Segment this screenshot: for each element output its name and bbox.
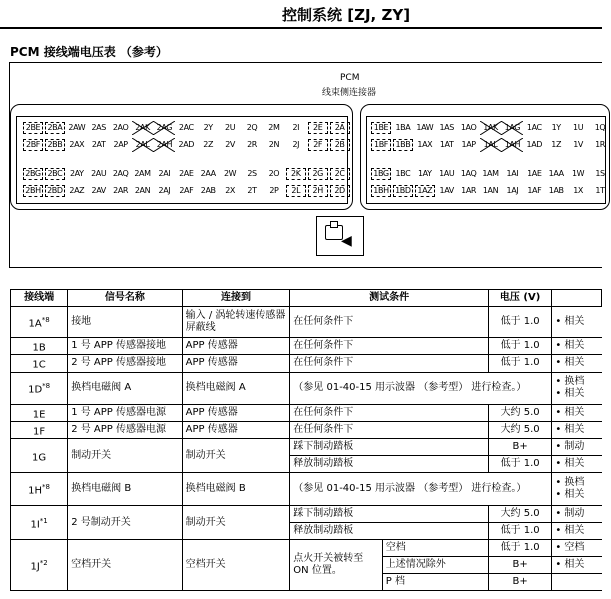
note-cell: • 相关	[552, 404, 602, 421]
left-connector-pin: 2BG	[22, 167, 44, 181]
right-connector-pin: 1AT	[439, 140, 454, 149]
connector-caption-pcm: PCM	[340, 73, 360, 83]
left-connector-pin: 2W	[223, 169, 237, 178]
right-connector-pin: 1W	[571, 169, 585, 178]
right-connector-pin: 1Y	[551, 123, 561, 132]
header-rule	[0, 27, 602, 29]
condition-cell: 在任何条件下	[290, 307, 489, 338]
condition-cell: 在任何条件下	[290, 421, 489, 438]
right-connector-pin: 1AX	[417, 140, 433, 149]
left-connector-pin: 2BH	[22, 184, 44, 198]
right-connector-pin: 1BE	[370, 121, 392, 135]
right-connector-pin: 1AJ	[506, 186, 519, 195]
right-connector-pin: 1V	[573, 140, 583, 149]
right-connector-pin: 1AL	[480, 138, 502, 152]
signal-cell: 换档电磁阀 B	[68, 473, 182, 506]
connect-cell: 输入 / 涡轮转速传感器屏蔽线	[182, 307, 290, 338]
connect-cell: 换档电磁阀 B	[182, 473, 290, 506]
note-cell: • 制动	[552, 439, 602, 456]
left-connector-pin: 2Q	[246, 123, 258, 132]
section-title: PCM 接线端电压表 （参考）	[10, 45, 168, 59]
condition-cell: 在任何条件下	[290, 404, 489, 421]
left-connector-pin: 2AP	[113, 140, 128, 149]
table-row	[11, 421, 602, 438]
connect-cell: 制动开关	[182, 506, 290, 540]
note-cell: • 换档 • 相关	[552, 473, 602, 506]
right-connector-pin: 1AQ	[460, 169, 477, 178]
table-row	[11, 338, 602, 355]
terminal-cell: 1E	[11, 404, 68, 421]
table-row	[11, 540, 602, 557]
voltage-cell: B+	[488, 574, 552, 591]
terminal-cell: $1A^{*8}$	[11, 307, 68, 338]
right-connector-pin: 1AE	[527, 169, 542, 178]
signal-cell: 1 号 APP 传感器电源	[68, 404, 182, 421]
left-connector-pin: 2AN	[134, 186, 151, 195]
left-connector-pin: 2AW	[68, 123, 86, 132]
left-connector-pin: 2AI	[158, 169, 171, 178]
terminal-cell: 1G	[11, 439, 68, 473]
condition-cell: （参见 01-40-15 用示波器 （参考型） 进行检查。）	[290, 473, 552, 506]
left-connector-pin: 2N	[268, 140, 280, 149]
signal-cell: 2 号制动开关	[68, 506, 182, 540]
left-connector-pin: 2BF	[22, 138, 44, 152]
voltage-cell: 低于 1.0	[488, 307, 552, 338]
connect-cell: 换档电磁阀 A	[182, 372, 290, 404]
right-connector-pin: 1X	[573, 186, 583, 195]
left-connector-pin: 2AH	[153, 138, 175, 152]
left-connector-pin: 2AR	[113, 186, 129, 195]
voltage-cell: 低于 1.0	[488, 456, 552, 473]
signal-cell: 接地	[68, 307, 182, 338]
left-connector-pin: 2AD	[178, 140, 195, 149]
table-row	[11, 506, 602, 523]
header-voltage: 电压 (V)	[488, 290, 552, 307]
left-connector-pin: 2AS	[91, 123, 106, 132]
left-connector-pin: 2AJ	[158, 186, 171, 195]
left-connector-pin: 2BB	[44, 138, 66, 152]
condition-cell: 踩下制动踏板	[290, 439, 489, 456]
header-condition: 测试条件	[290, 290, 489, 307]
left-connector-pin: 2AA	[200, 169, 216, 178]
table-row	[11, 439, 602, 456]
signal-cell: 换档电磁阀 A	[68, 372, 182, 404]
left-connector-pin: 2G	[307, 167, 329, 181]
note-cell: • 相关	[552, 456, 602, 473]
left-connector-pin: 2S	[247, 169, 257, 178]
right-connector-pin: 1AR	[461, 186, 477, 195]
left-connector-pin: 2K	[285, 167, 307, 181]
left-connector-pin: 2AQ	[112, 169, 129, 178]
right-connector-pin: 1T	[595, 186, 605, 195]
right-connector-pin: 1AF	[527, 186, 542, 195]
left-connector-pin: 2AG	[153, 121, 175, 135]
sub-condition: 上述情况除外	[382, 557, 488, 574]
table-header-row	[11, 290, 602, 307]
note-cell: • 空档	[552, 540, 602, 557]
left-connector-pin: 2AB	[200, 186, 216, 195]
right-connector-pin: 1AG	[501, 121, 523, 135]
left-connector-pin: 2BC	[44, 167, 66, 181]
right-connector-pin: 1AD	[526, 140, 543, 149]
right-connector-pin: 1AB	[548, 186, 564, 195]
right-connector-pin: 1BD	[392, 184, 414, 198]
table-row	[11, 307, 602, 338]
sub-condition: P 档	[385, 576, 406, 588]
condition-cell: 在任何条件下	[290, 338, 489, 355]
right-connector-pin: 1Q	[594, 123, 606, 132]
left-connector-pin: 2M	[268, 123, 280, 132]
left-connector-pin: 2F	[307, 138, 329, 152]
left-connector-pin: 2AZ	[69, 186, 85, 195]
right-connector-pin: 1AI	[506, 169, 519, 178]
note-cell: • 相关	[552, 307, 602, 338]
left-connector-pin: 2J	[292, 140, 300, 149]
right-connector-pin: 1R	[595, 140, 605, 149]
left-connector-pin: 2AC	[178, 123, 194, 132]
left-connector-pin: 2AM	[134, 169, 151, 178]
terminal-cell: 1F	[11, 421, 68, 438]
right-connector-pin: 1AS	[439, 123, 454, 132]
left-connector-pin: 2I	[292, 123, 300, 132]
voltage-cell: 大约 5.0	[488, 404, 552, 421]
right-connector-pin: 1BC	[395, 169, 411, 178]
left-connector-pin: 2Y	[203, 123, 213, 132]
left-connector-pin: 2AT	[91, 140, 106, 149]
left-connector-pin: 2AF	[179, 186, 194, 195]
voltage-cell: B+	[488, 557, 552, 574]
connect-cell: APP 传感器	[182, 404, 290, 421]
note-cell: • 相关	[552, 355, 602, 372]
left-connector-pin: 2AK	[132, 121, 154, 135]
left-connector-pin: 2BA	[44, 121, 66, 135]
right-connector-pin: 1AM	[482, 169, 499, 178]
condition-cell	[290, 540, 489, 591]
condition-cell: 在任何条件下	[290, 355, 489, 372]
note-cell: • 相关	[552, 557, 602, 574]
header-terminal: 接线端	[11, 290, 68, 307]
voltage-cell: 低于 1.0	[488, 540, 552, 557]
left-connector-pin: 2AV	[91, 186, 106, 195]
note-cell: • 制动	[552, 506, 602, 523]
voltage-cell: B+	[488, 439, 552, 456]
right-connector-pin: 1S	[595, 169, 605, 178]
table-row	[11, 355, 602, 372]
left-connector-pin: 2O	[268, 169, 280, 178]
right-connector-pin: 1AC	[526, 123, 542, 132]
right-connector-pin: 1AO	[460, 123, 477, 132]
right-connector-pin: 1BF	[370, 138, 392, 152]
condition-cell: （参见 01-40-15 用示波器 （参考型） 进行检查。）	[290, 372, 552, 404]
right-connector-pin: 1AH	[501, 138, 523, 152]
left-connector-pin: 2U	[225, 123, 236, 132]
right-connector-pin: 1AA	[548, 169, 564, 178]
left-connector-pin: 2D	[329, 184, 351, 198]
signal-cell: 1 号 APP 传感器接地	[68, 338, 182, 355]
terminal-cell: $1J^{*2}$	[11, 540, 68, 591]
left-connector-pin: 2AY	[69, 169, 84, 178]
connect-cell: 制动开关	[182, 439, 290, 473]
right-connector-pin: 1BG	[370, 167, 392, 181]
connector-caption-harness: 线束侧连接器	[322, 88, 377, 98]
right-connector-pin: 1AZ	[414, 184, 436, 198]
left-connector-pin: 2C	[329, 167, 351, 181]
signal-cell: 2 号 APP 传感器电源	[68, 421, 182, 438]
right-connector-pin: 1BH	[370, 184, 392, 198]
left-connector-pin: 2BE	[22, 121, 44, 135]
connect-cell: APP 传感器	[182, 338, 290, 355]
voltage-cell: 大约 5.0	[488, 506, 552, 523]
left-connector-pin: 2AE	[179, 169, 194, 178]
right-connector-pin: 1AW	[416, 123, 434, 132]
terminal-cell: 1B	[11, 338, 68, 355]
left-connector-pin: 2Z	[203, 140, 214, 149]
left-connector-pin: 2AX	[69, 140, 85, 149]
condition-cell: 释放制动踏板	[290, 523, 489, 540]
left-connector-pin: 2H	[307, 184, 329, 198]
left-connector-pin: 2P	[269, 186, 279, 195]
left-connector-pin: 2AU	[91, 169, 107, 178]
right-connector-pin: 1AK	[480, 121, 502, 135]
right-connector-pin: 1BA	[395, 123, 411, 132]
note-cell: • 换档 • 相关	[552, 372, 602, 404]
terminal-cell: 1C	[11, 355, 68, 372]
note-cell: • 相关	[552, 338, 602, 355]
terminal-cell: $1I^{*1}$	[11, 506, 68, 540]
signal-cell: 制动开关	[68, 439, 182, 473]
table-row	[11, 473, 602, 506]
left-connector-pin: 2BD	[44, 184, 66, 198]
voltage-cell: 低于 1.0	[488, 355, 552, 372]
right-connector-pin: 1U	[573, 123, 584, 132]
table-row	[11, 372, 602, 404]
right-connector-pin: 1AV	[439, 186, 454, 195]
condition-text: 点火开关被转至 ON 位置。	[290, 540, 382, 590]
left-connector-pin: 2A	[329, 121, 351, 135]
voltage-cell: 大约 5.0	[488, 421, 552, 438]
header-signal: 信号名称	[68, 290, 182, 307]
connector-key-icon	[316, 216, 364, 256]
header-connect: 连接到	[182, 290, 290, 307]
left-connector-pin: 2X	[225, 186, 235, 195]
condition-cell: 释放制动踏板	[290, 456, 489, 473]
signal-cell: 2 号 APP 传感器接地	[68, 355, 182, 372]
signal-cell: 空档开关	[68, 540, 182, 591]
right-connector-pin: 1BB	[392, 138, 414, 152]
left-connector-pin: 2T	[247, 186, 257, 195]
table-row	[11, 404, 602, 421]
note-cell: • 相关	[552, 421, 602, 438]
left-connector-pin: 2V	[225, 140, 235, 149]
voltage-cell: 低于 1.0	[488, 523, 552, 540]
header-notes	[552, 290, 602, 307]
right-connector-pin: 1AU	[439, 169, 455, 178]
note-cell	[552, 574, 602, 591]
connect-cell: APP 传感器	[182, 355, 290, 372]
left-connector-pin: 2E	[307, 121, 329, 135]
right-connector-pin: 1AY	[417, 169, 432, 178]
plug-latch-icon	[330, 221, 338, 228]
left-connector-pin: 2AO	[112, 123, 129, 132]
terminal-cell: $1H^{*8}$	[11, 473, 68, 506]
left-connector-pin: 2R	[247, 140, 257, 149]
connect-cell: APP 传感器	[182, 421, 290, 438]
terminal-voltage-table	[10, 289, 602, 591]
note-cell: • 相关	[552, 523, 602, 540]
right-connector-pin: 1AP	[461, 140, 476, 149]
page-title: 控制系统 [ZJ, ZY]	[282, 6, 411, 24]
terminal-cell: $1D^{*8}$	[11, 372, 68, 404]
condition-cell: 踩下制动踏板	[290, 506, 489, 523]
insert-arrow-icon: ◀	[341, 233, 352, 249]
voltage-cell: 低于 1.0	[488, 338, 552, 355]
left-connector-pin: 2B	[329, 138, 351, 152]
left-connector-pin: 2L	[285, 184, 307, 198]
left-connector-pin: 2AL	[132, 138, 154, 152]
sub-condition: 空档	[382, 540, 488, 557]
right-connector-pin: 1Z	[551, 140, 562, 149]
right-connector-pin: 1AN	[482, 186, 499, 195]
connect-cell: 空档开关	[182, 540, 290, 591]
